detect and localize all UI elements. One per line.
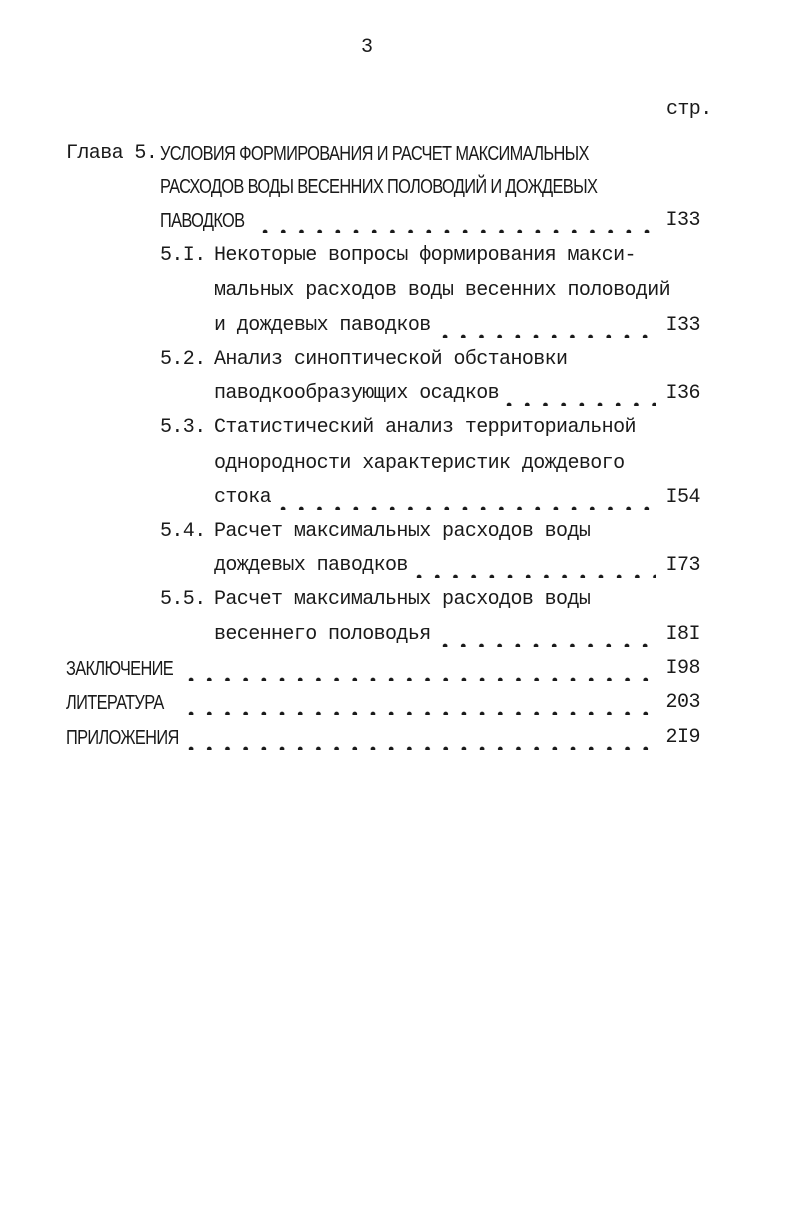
chapter-title-line-3: ПАВОДКОВ [160,210,245,232]
section-5-2-page-number: I36 [665,382,700,405]
section-5-5-number: 5.5. [160,588,206,611]
section-5-5-page-number: I8I [665,623,700,646]
chapter-title-line-1: УСЛОВИЯ ФОРМИРОВАНИЯ И РАСЧЕТ МАКСИМАЛЬНЫХ [160,143,589,165]
leader-dots [436,623,656,647]
section-5-1-title-line-3: и дождевых паводков [214,314,431,337]
leader-dots [182,726,656,750]
section-5-5-title-line-1: Расчет максимальных расходов воды [214,588,591,611]
section-5-4-title-line-1: Расчет максимальных расходов воды [214,520,591,543]
section-5-1-title-line-1: Некоторые вопросы формирования макси- [214,244,636,267]
leader-dots [182,657,656,681]
section-5-2-number: 5.2. [160,348,206,371]
conclusion-page-number: I98 [665,657,700,680]
section-5-1-title-line-2: мальных расходов воды весенних половодий [214,279,671,302]
appendices-page-number: 2I9 [665,726,700,749]
chapter-label: Глава 5. [66,142,158,165]
section-5-3-title-line-3: стока [214,486,272,509]
section-5-4-page-number: I73 [665,554,700,577]
page-number: 3 [361,36,373,59]
section-5-2-title-line-1: Анализ синоптической обстановки [214,348,568,371]
leader-dots [182,691,656,715]
leader-dots [410,554,656,578]
section-5-1-page-number: I33 [665,314,700,337]
section-5-3-number: 5.3. [160,416,206,439]
leader-dots [274,486,656,510]
section-5-2-title-line-2: паводкообразующих осадков [214,382,500,405]
appendices-heading: ПРИЛОЖЕНИЯ [66,727,179,749]
section-5-4-number: 5.4. [160,520,206,543]
literature-heading: ЛИТЕРАТУРА [66,692,164,714]
literature-page-number: 203 [665,691,700,714]
chapter-page-number: I33 [665,209,700,232]
section-5-3-page-number: I54 [665,486,700,509]
page-column-header: стр. [666,98,712,121]
leader-dots [256,209,652,233]
chapter-title-line-2: РАСХОДОВ ВОДЫ ВЕСЕННИХ ПОЛОВОДИЙ И ДОЖДЕВЫХ [160,176,598,198]
section-5-5-title-line-2: весеннего половодья [214,623,431,646]
leader-dots [436,314,656,338]
section-5-4-title-line-2: дождевых паводков [214,554,408,577]
conclusion-heading: ЗАКЛЮЧЕНИЕ [66,658,174,680]
leader-dots [500,382,656,406]
section-5-3-title-line-2: однородности характеристик дождевого [214,452,625,475]
section-5-1-number: 5.I. [160,244,206,267]
section-5-3-title-line-1: Статистический анализ территориальной [214,416,636,439]
